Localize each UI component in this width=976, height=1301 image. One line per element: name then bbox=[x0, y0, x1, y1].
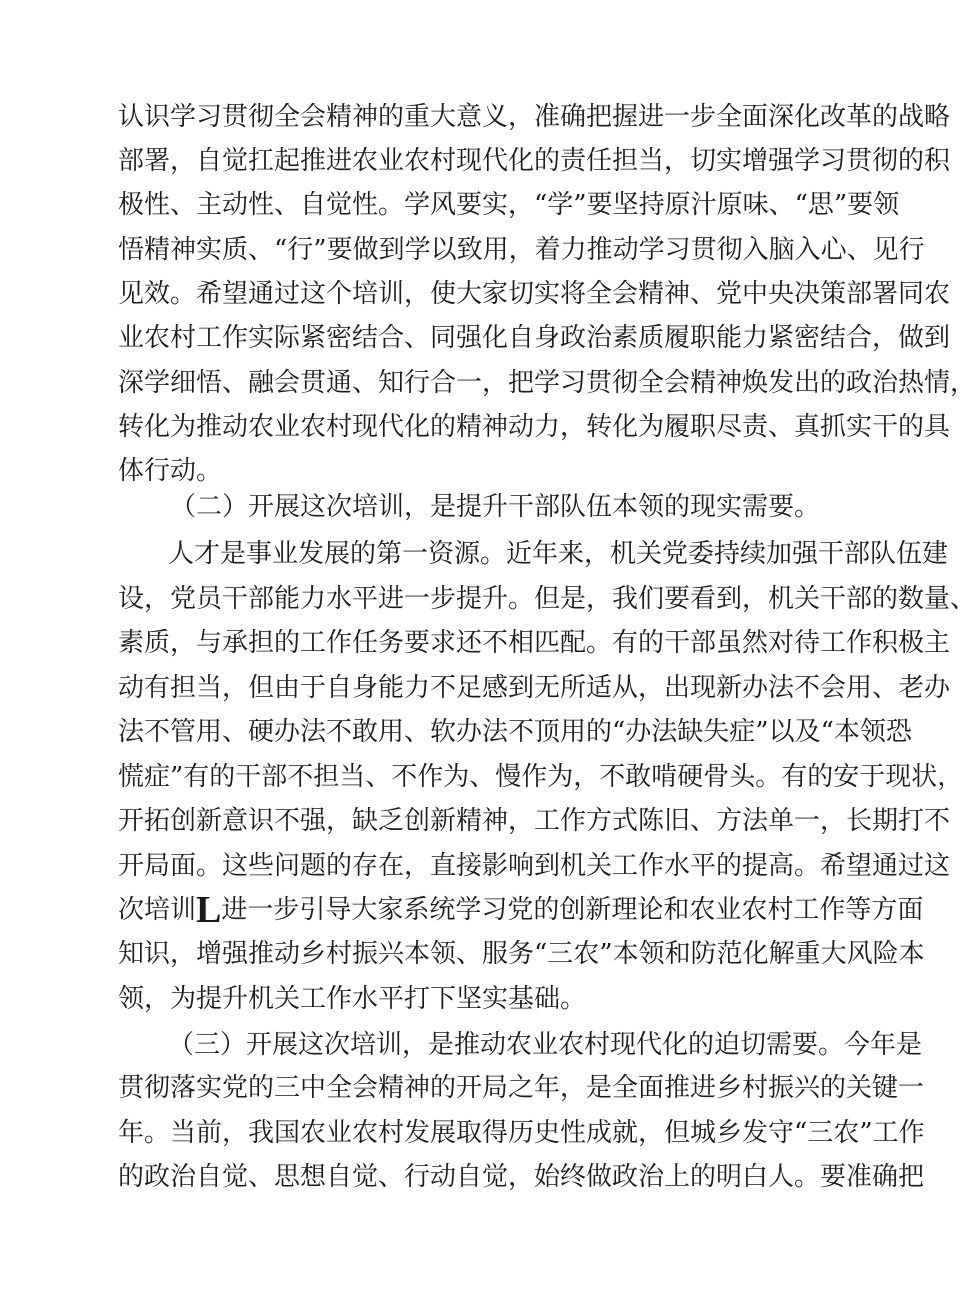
body-text-line: 转化为推动农业农村现代化的精神动力，转化为履职尽责、真抓实干的具 bbox=[118, 412, 951, 442]
body-text-line: 开局面。这些问题的存在，直接影响到机关工作水平的提高。希望通过这 bbox=[118, 851, 951, 881]
body-text-line: 部署，自觉扛起推进农业农村现代化的责任担当，切实增强学习贯彻的积 bbox=[118, 146, 951, 176]
body-text-line: 动有担当，但由于自身能力不足感到无所适从，出现新办法不会用、老办 bbox=[118, 673, 951, 703]
body-text-line: 深学细悟、融会贯通、知行合一，把学习贯彻全会精神焕发出的政治热情， bbox=[118, 368, 976, 398]
body-text-line: 贯彻落实党的三中全会精神的开局之年，是全面推进乡村振兴的关键一 bbox=[118, 1073, 925, 1103]
body-text-line: 知识，增强推动乡村振兴本领、服务“三农”本领和防范化解重大风险本 bbox=[118, 939, 925, 969]
line-text-before: 次培训 bbox=[118, 895, 197, 925]
body-text-line: 的政治自觉、思想自觉、行动自觉，始终做政治上的明白人。要准确把 bbox=[118, 1162, 925, 1192]
body-text-line: 极性、主动性、自觉性。学风要实，“学”要坚持原汁原味、“思”要领 bbox=[118, 190, 900, 220]
body-text-line: 法不管用、硬办法不敢用、软办法不顶用的“办法缺失症”以及“本领恐 bbox=[118, 717, 912, 747]
body-text-line: 年。当前，我国农业农村发展取得历史性成就，但城乡发守“三农”工作 bbox=[118, 1118, 925, 1148]
body-text-line: 设，党员干部能力水平进一步提升。但是，我们要看到，机关干部的数量、 bbox=[118, 584, 976, 614]
body-text-line: 体行动。 bbox=[118, 456, 223, 486]
body-text-line: 开拓创新意识不强，缺乏创新精神，工作方式陈旧、方法单一，长期打不 bbox=[118, 806, 951, 836]
body-text-line: 领，为提升机关工作水平打下坚实基础。 bbox=[118, 984, 587, 1014]
body-text-line: 业农村工作实际紧密结合、同强化自身政治素质履职能力紧密结合，做到 bbox=[118, 323, 951, 353]
body-text-line: 悟精神实质、“行”要做到学以致用，着力推动学习贯彻入脑入心、见行 bbox=[118, 235, 925, 265]
section-heading-3: （三）开展这次培训，是推动农业农村现代化的迫切需要。今年是 bbox=[168, 1030, 923, 1060]
body-text-line: 慌症”有的干部不担当、不作为、慢作为，不敢啃硬骨头。有的安于现状， bbox=[118, 762, 964, 792]
body-text-line: 见效。希望通过这个培训，使大家切实将全会精神、党中央决策部署同农 bbox=[118, 279, 951, 309]
body-text-line: 素质，与承担的工作任务要求还不相匹配。有的干部虽然对待工作积极主 bbox=[118, 628, 951, 658]
stray-mark: L bbox=[196, 889, 222, 931]
section-heading-2: （二）开展这次培训，是提升干部队伍本领的现实需要。 bbox=[170, 492, 821, 522]
line-text-after: 进一步引导大家系统学习党的创新理论和农业农村工作等方面 bbox=[221, 895, 924, 925]
body-text-line-with-mark bbox=[118, 889, 924, 931]
paragraph-first-line: 人才是事业发展的第一资源。近年来，机关党委持续加强干部队伍建 bbox=[168, 539, 949, 569]
body-text-line: 认识学习贯彻全会精神的重大意义，准确把握进一步全面深化改革的战略 bbox=[118, 102, 951, 132]
